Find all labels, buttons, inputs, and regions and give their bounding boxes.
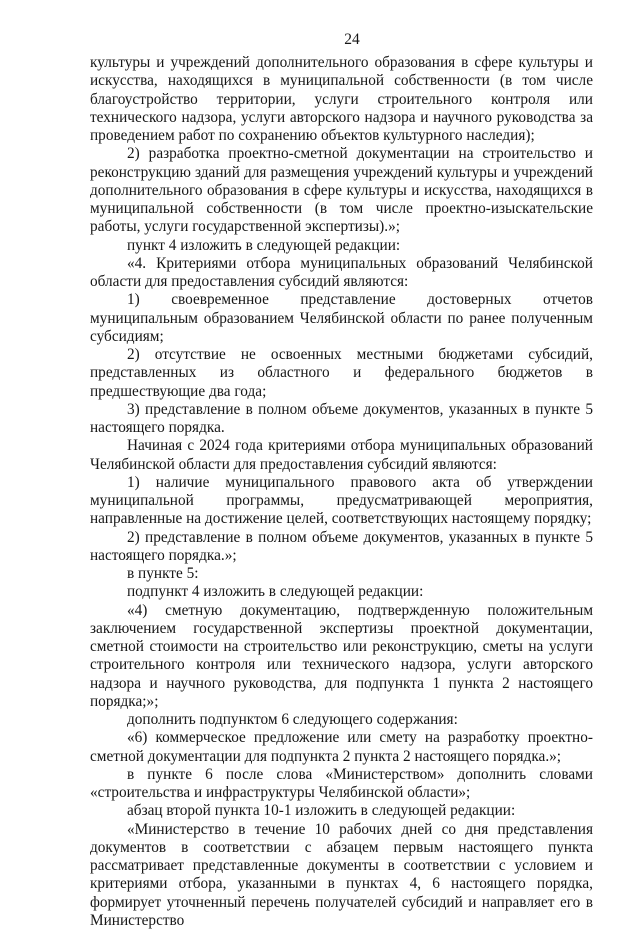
- paragraph-criterion-1: 1) своевременное представление достоверных отчетов муниципальным образованием Челябинской области по ранее полученным субсидиям;: [90, 291, 593, 346]
- paragraph-instruction-subpoint-6: дополнить подпунктом 6 следующего содержания:: [90, 711, 593, 729]
- paragraph-criterion-3: 3) представление в полном объеме документов, указанных в пункте 5 настоящего порядка.: [90, 401, 593, 438]
- page-number: 24: [32, 31, 640, 49]
- paragraph-subitem-2: 2) разработка проектно-сметной документации на строительство и реконструкцию зданий для размещения учреждений культуры и учреждений дополнительного образования в сфере культуры и искусства, находящихся в муниципальной собственности (в том числе проектно-изыскательские работы, услуги государственной экспертизы).»;: [90, 145, 593, 236]
- paragraph-ministry-text: «Министерство в течение 10 рабочих дней со дня представления документов в соответствии с абзацем первым настоящего пункта рассматривает представленные документы в соответствии с условием и критериями отбора, указанными в пунктах 4, 6 настоящего порядка, формирует уточненный перечень получателей субсидий и направляет его в Министерство: [90, 821, 593, 930]
- paragraph-continuation: культуры и учреждений дополнительного образования в сфере культуры и искусства, находящихся в муниципальной собственности (в том числе благоустройство территории, услуги строительного контроля или технического надзора, услуги авторского надзора и научного руководства за проведением работ по сохранению объектов культурного наследия);: [90, 54, 593, 145]
- paragraph-subpoint-4-text: «4) сметную документацию, подтвержденную положительным заключением государственной экспертизы проектной документации, сметной стоимости на строительство или реконструкцию, сметы на услуги строительного контроля или технического надзора, услуги авторского надзора и научного руководства, для подпункта 1 пункта 2 настоящего порядка;»;: [90, 602, 593, 712]
- paragraph-instruction-point-4: пункт 4 изложить в следующей редакции:: [90, 237, 593, 255]
- paragraph-instruction-point-10-1: абзац второй пункта 10-1 изложить в следующей редакции:: [90, 802, 593, 820]
- paragraph-subpoint-6-text: «6) коммерческое предложение или смету на разработку проектно-сметной документации для подпункта 2 пункта 2 настоящего порядка.»;: [90, 729, 593, 766]
- paragraph-criteria-2024-heading: Начиная с 2024 года критериями отбора муниципальных образований Челябинской области для предоставления субсидий являются:: [90, 437, 593, 474]
- paragraph-criteria-heading: «4. Критериями отбора муниципальных образований Челябинской области для предоставления субсидий являются:: [90, 255, 593, 292]
- document-body: [90, 54, 593, 930]
- paragraph-instruction-point-6: в пункте 6 после слова «Министерством» дополнить словами «строительства и инфраструктуры Челябинской области»;: [90, 766, 593, 803]
- paragraph-criterion-2: 2) отсутствие не освоенных местными бюджетами субсидий, представленных из областного и федерального бюджетов в предшествующие два года;: [90, 346, 593, 401]
- paragraph-criterion-2024-1: 1) наличие муниципального правового акта об утверждении муниципальной программы, предусматривающей мероприятия, направленные на достижение целей, соответствующих настоящему порядку;: [90, 474, 593, 529]
- paragraph-instruction-subpoint-4: подпункт 4 изложить в следующей редакции:: [90, 583, 593, 601]
- paragraph-criterion-2024-2: 2) представление в полном объеме документов, указанных в пункте 5 настоящего порядка.»;: [90, 529, 593, 566]
- paragraph-instruction-point-5: в пункте 5:: [90, 565, 593, 583]
